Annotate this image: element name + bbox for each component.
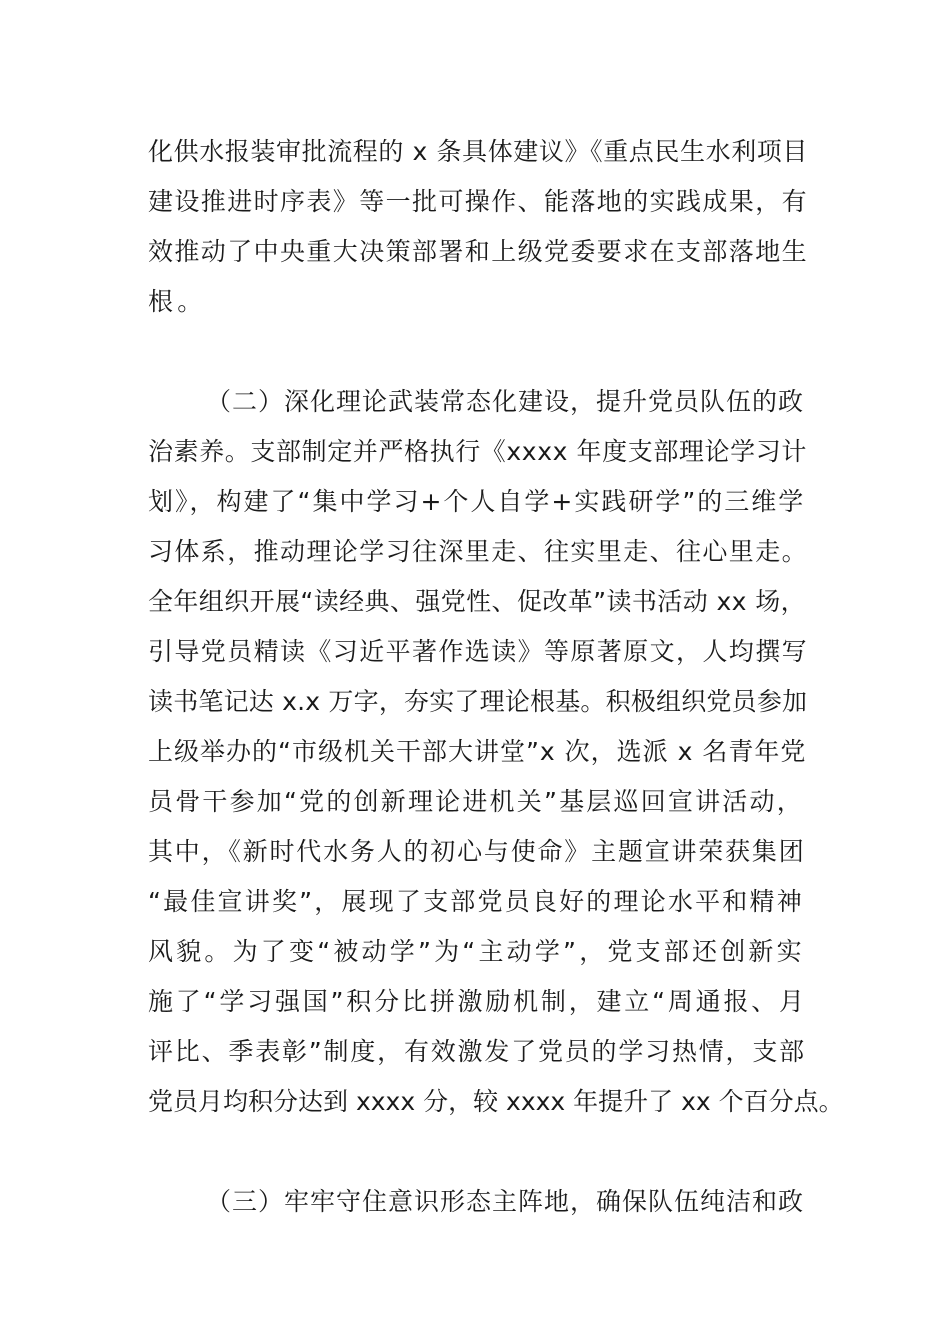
text-line: 根。 — [148, 287, 207, 316]
text-line: 其中，《新时代水务人的初心与使命》主题宣讲荣获集团 — [148, 837, 806, 866]
text-line: 风貌。为了变“被动学”为“主动学”，党支部还创新实 — [148, 937, 805, 966]
text-line: 治素养。支部制定并严格执行《xxxx 年度支部理论学习计 — [148, 437, 807, 466]
text-line: 员骨干参加“党的创新理论进机关”基层巡回宣讲活动， — [148, 787, 804, 816]
text-line: 习体系，推动理论学习往深里走、往实里走、往心里走。 — [148, 537, 809, 566]
text-line: 党员月均积分达到 xxxx 分，较 xxxx 年提升了 xx 个百分点。 — [148, 1087, 844, 1116]
text-line: 读书笔记达 x.x 万字，夯实了理论根基。积极组织党员参加 — [148, 687, 808, 716]
text-line: 效推动了中央重大决策部署和上级党委要求在支部落地生 — [148, 237, 809, 266]
text-line: 上级举办的“市级机关干部大讲堂”x 次，选派 x 名青年党 — [148, 737, 807, 766]
text-line: 评比、季表彰”制度，有效激发了党员的学习热情，支部 — [148, 1037, 806, 1066]
text-line: 建设推进时序表》等一批可操作、能落地的实践成果，有 — [148, 187, 809, 216]
section-heading-line: （三）牢牢守住意识形态主阵地，确保队伍纯洁和政 — [206, 1187, 805, 1216]
text-line: 引导党员精读《习近平著作选读》等原著原文，人均撰写 — [148, 637, 809, 666]
text-line: “最佳宣讲奖”，展现了支部党员良好的理论水平和精神 — [148, 887, 804, 916]
text-line: 化供水报装审批流程的 x 条具体建议》《重点民生水利项目 — [148, 137, 808, 166]
section-heading-line: （二）深化理论武装常态化建设，提升党员队伍的政 — [206, 387, 805, 416]
text-line: 施了“学习强国”积分比拼激励机制，建立“周通报、月 — [148, 987, 807, 1016]
text-line: 划》，构建了“集中学习+个人自学+实践研学”的三维学 — [148, 487, 806, 516]
text-line: 全年组织开展“读经典、强党性、促改革”读书活动 xx 场， — [148, 587, 806, 616]
